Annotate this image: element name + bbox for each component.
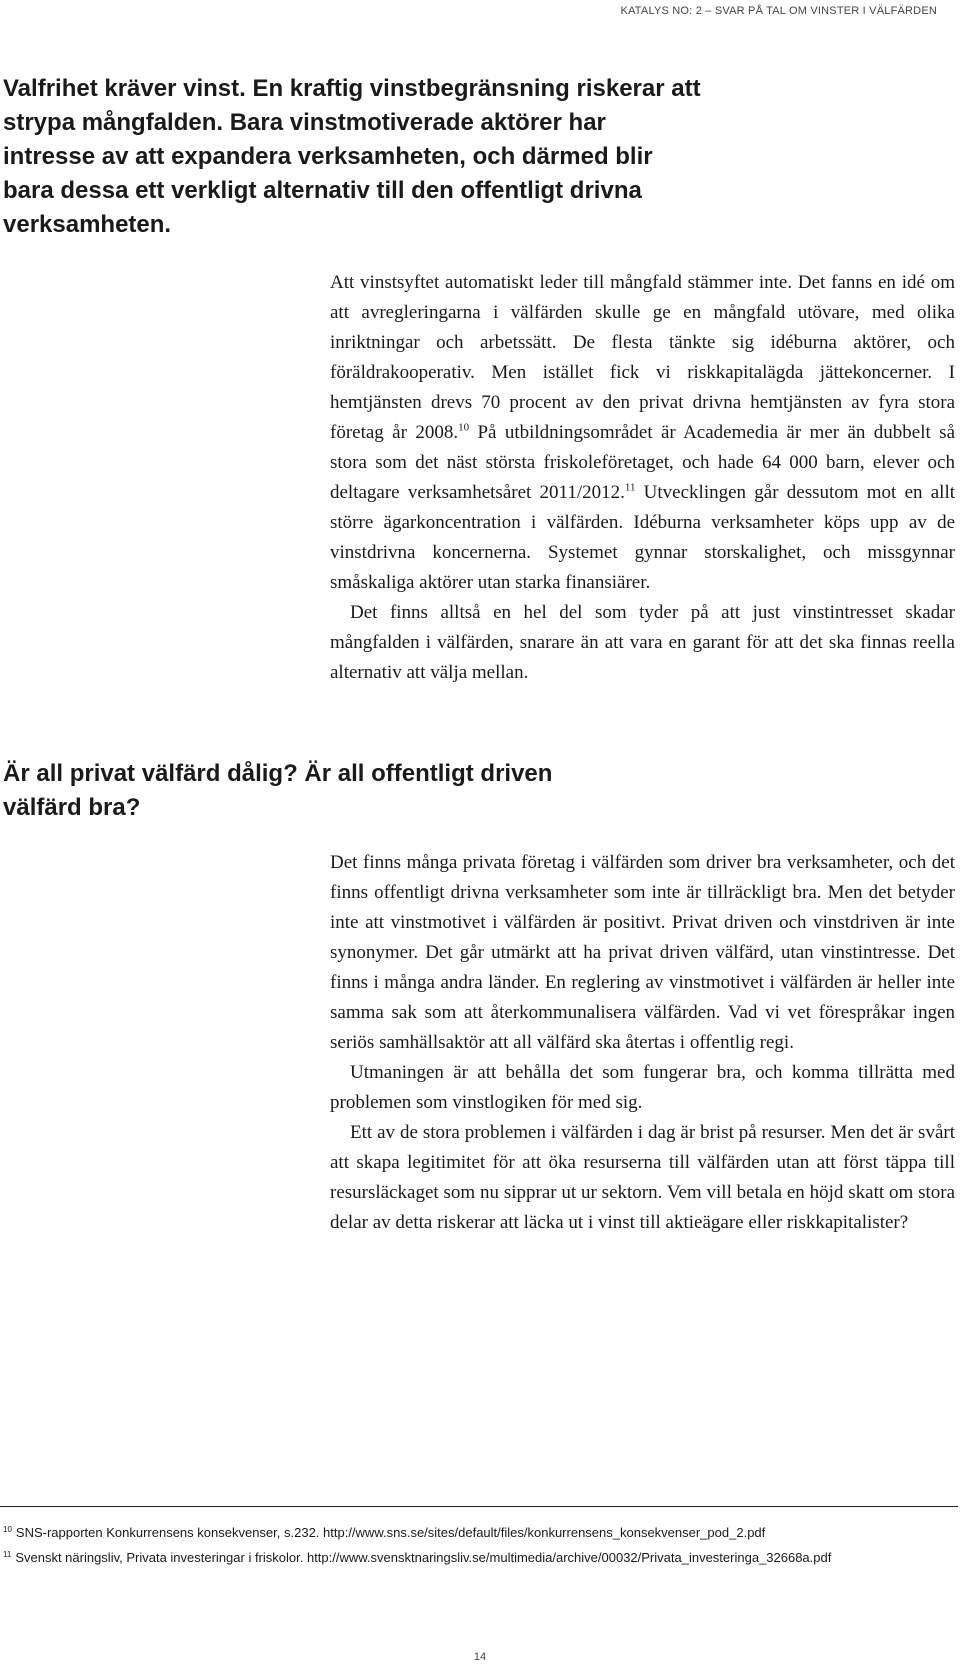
footnote <box>3 1545 953 1570</box>
paragraph: Ett av de stora problemen i välfärden i dag är brist på resurser. Men det är svårt att skapa legitimitet för att öka resurserna till välfärden utan att först täppa till resursläckaget som nu sipprar ut ur sektorn. Vem vill betala en höjd skatt om stora delar av detta riskerar att läcka ut i vinst till aktieägare eller riskkapitalister? <box>330 1122 955 1233</box>
footnote-ref: 11 <box>624 481 636 494</box>
paragraph <box>330 268 955 598</box>
footnote-divider <box>0 1506 958 1507</box>
body-section-2 <box>330 848 955 1238</box>
paragraph: Det finns alltså en hel del som tyder på att just vinstintresset skadar mångfalden i välfärden, snarare än att vara en garant för att det ska finnas reella alternativ att välja mellan. <box>330 602 955 683</box>
footnote-number: 10 <box>3 1524 12 1534</box>
footnotes <box>3 1520 953 1570</box>
footnote-ref: 10 <box>458 421 470 434</box>
paragraph-text: På utbildningsområdet är Academedia är mer än dubbelt så stora som det näst största friskoleföretaget, och hade 64 000 barn, elever och deltagare verksamhetsåret 2011/2012. <box>330 422 955 503</box>
running-head <box>0 0 960 19</box>
footnote-text: Svenskt näringsliv, Privata investeringar i friskolor. http://www.svensktnaringsliv.se/multimedia/archive/00032/Privata_investeringa_32668a.pdf <box>15 1550 832 1565</box>
paragraph: Utmaningen är att behålla det som fungerar bra, och komma tillrätta med problemen som vinstlogiken för med sig. <box>330 1062 955 1113</box>
paragraph-text: Att vinstsyftet automatiskt leder till mångfald stämmer inte. Det fanns en idé om att avregleringarna i välfärden skulle ge en mångfald utövare, med olika inriktningar och arbetssätt. De flesta tänkte sig idéburna aktörer, och föräldrakooperativ. Men istället fick vi riskkapitalägda jättekoncerner. I hemtjänsten drevs 70 procent av den privat drivna hemtjänsten av fyra stora företag år 2008. <box>330 272 955 443</box>
paragraph: Det finns många privata företag i välfärden som driver bra verksamheter, och det finns offentligt drivna verksamheter som inte är tillräckligt bra. Men det betyder inte att vinstmotivet i välfärden är positivt. Privat driven och vinstdriven är inte synonymer. Det går utmärkt att ha privat driven välfärd, utan vinstintresse. Det finns i många andra länder. En reglering av vinstmotivet i välfärden är heller inte samma sak som att återkommunalisera välfärden. Vad vi vet förespråkar ingen seriös samhällsaktör att all välfärd ska återtas i offentlig regi. <box>330 852 955 1053</box>
pull-quote: Valfrihet kräver vinst. En kraftig vinstbegränsning riskerar att strypa mångfalden. Bara vinstmotiverade aktörer har intresse av att expandera verksamheten, och därmed blir bara dessa ett verkligt alternativ till den offentligt drivna verksamheten. <box>3 75 701 238</box>
body-section-1 <box>330 268 955 688</box>
paragraph-text: Utvecklingen går dessutom mot en allt större ägarkoncentration i välfärden. Idéburna verksamheter köps upp av de vinstdrivna koncernerna. Systemet gynnar storskalighet, och missgynnar småskaliga aktörer utan starka finansiärer. <box>330 482 956 593</box>
footnote <box>3 1520 953 1545</box>
section-heading: Är all privat välfärd dålig? Är all offentligt driven välfärd bra? <box>3 760 553 821</box>
footnote-text: SNS-rapporten Konkurrensens konsekvenser, s.232. http://www.sns.se/sites/default/files/konkurrensens_konsekvenser_pod_2.pdf <box>15 1525 766 1540</box>
page-number: 14 <box>473 1651 487 1663</box>
running-head-text: KATALYS NO: 2 – SVAR PÅ TAL OM VINSTER I VÄLFÄRDEN <box>620 5 937 17</box>
footnote-number: 11 <box>3 1549 12 1559</box>
